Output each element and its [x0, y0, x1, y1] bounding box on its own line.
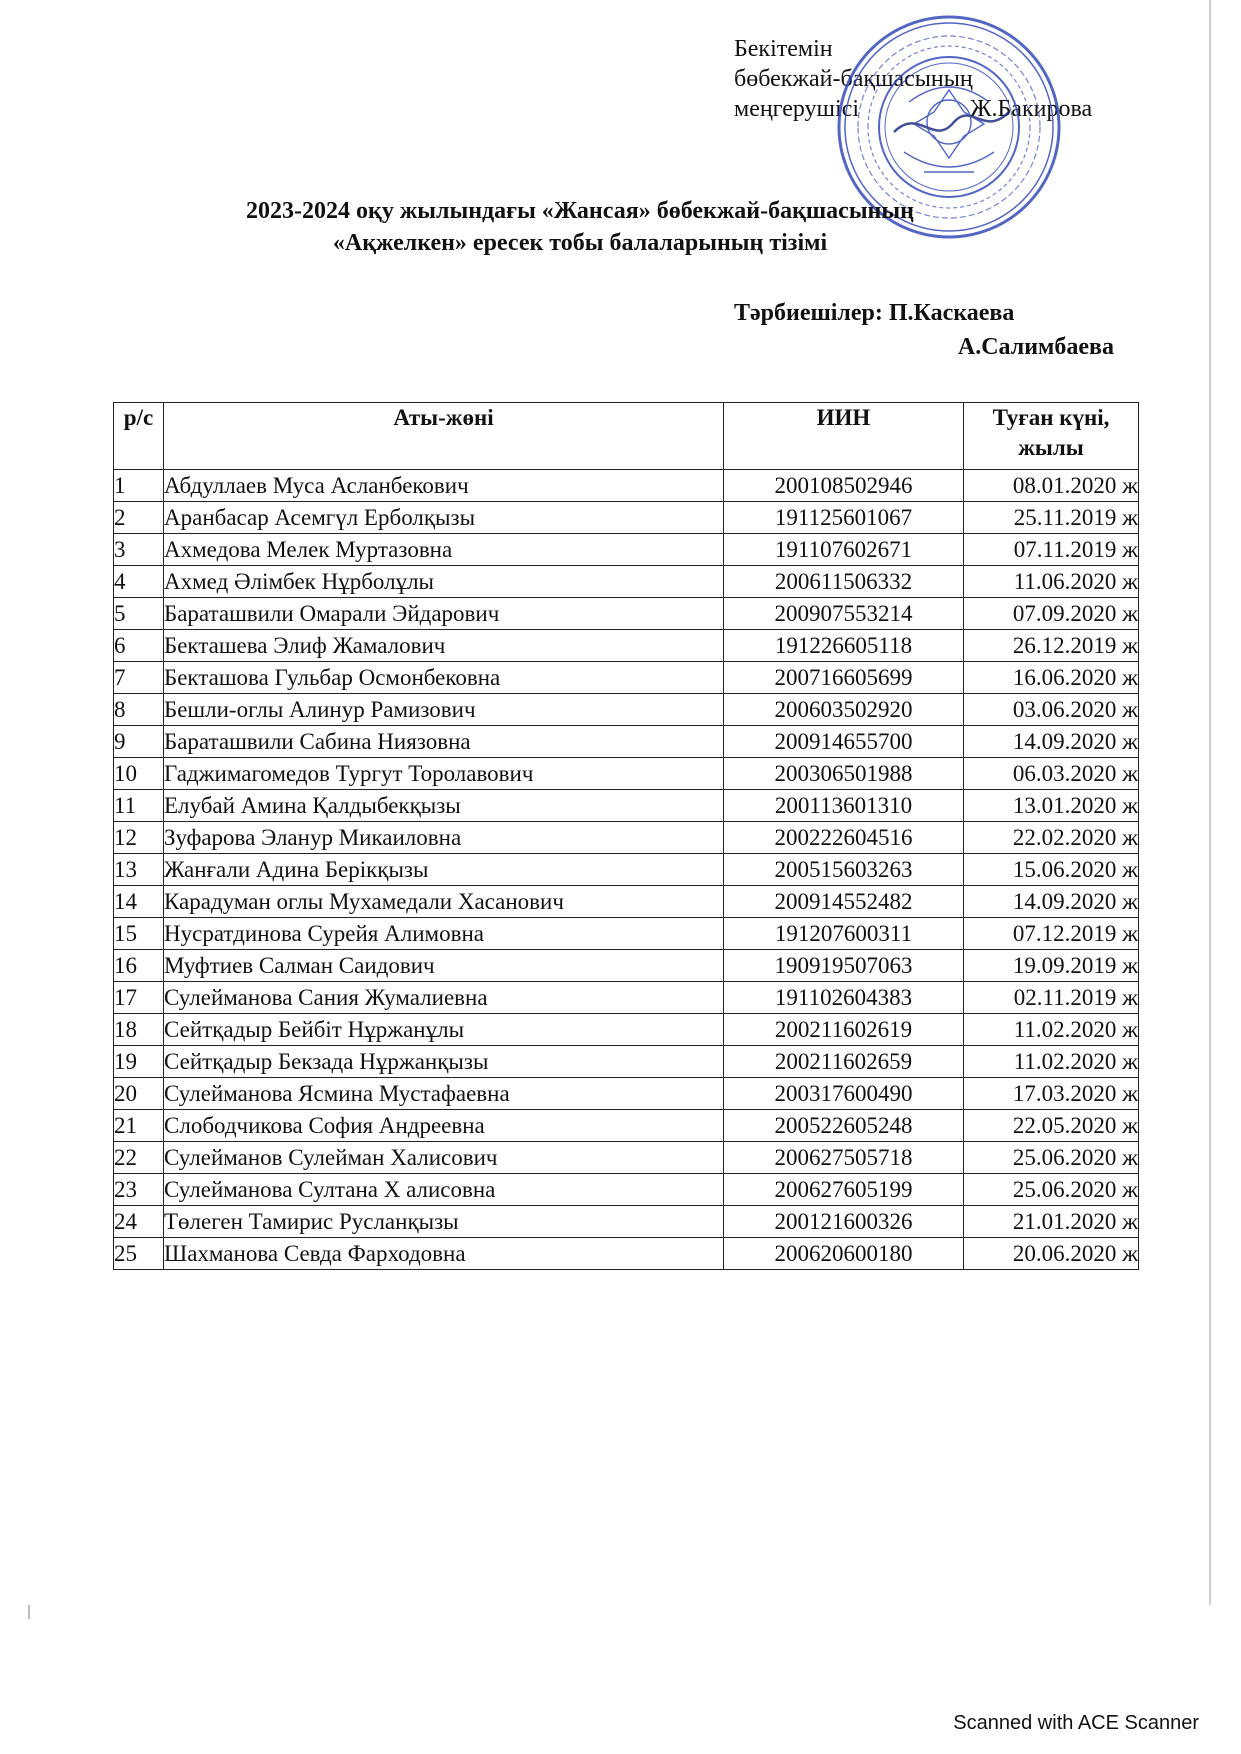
cell-name: Слободчикова София Андреевна — [164, 1110, 724, 1142]
cell-name: Бешли-оглы Алинур Рамизович — [164, 694, 724, 726]
cell-number: 25 — [114, 1238, 164, 1270]
cell-birthdate: 22.05.2020 ж — [964, 1110, 1139, 1142]
cell-iin: 200603502920 — [724, 694, 964, 726]
cell-birthdate: 15.06.2020 ж — [964, 854, 1139, 886]
cell-iin: 200113601310 — [724, 790, 964, 822]
cell-number: 23 — [114, 1174, 164, 1206]
cell-name: Бараташвили Омарали Эйдарович — [164, 598, 724, 630]
table-row — [114, 1174, 1139, 1206]
cell-birthdate: 25.11.2019 ж — [964, 502, 1139, 534]
table-row — [114, 566, 1139, 598]
cell-iin: 191102604383 — [724, 982, 964, 1014]
cell-name: Муфтиев Салман Саидович — [164, 950, 724, 982]
table-row — [114, 950, 1139, 982]
document-title-line-2: «Ақжелкен» ересек тобы балаларының тізімі — [332, 230, 828, 256]
cell-iin: 200620600180 — [724, 1238, 964, 1270]
cell-iin: 200914655700 — [724, 726, 964, 758]
cell-iin: 200914552482 — [724, 886, 964, 918]
cell-number: 19 — [114, 1046, 164, 1078]
cell-birthdate: 11.02.2020 ж — [964, 1046, 1139, 1078]
approval-line-2: бөбекжай-бақшасының — [734, 66, 973, 92]
cell-name: Сейтқадыр Бейбіт Нұржанұлы — [164, 1014, 724, 1046]
teachers-label: Тәрбиешілер: П.Каскаева — [734, 300, 1015, 326]
cell-number: 20 — [114, 1078, 164, 1110]
cell-birthdate: 25.06.2020 ж — [964, 1142, 1139, 1174]
table-row — [114, 822, 1139, 854]
cell-iin: 200716605699 — [724, 662, 964, 694]
cell-birthdate: 20.06.2020 ж — [964, 1238, 1139, 1270]
cell-iin: 200611506332 — [724, 566, 964, 598]
approval-line-1: Бекітемін — [734, 36, 833, 62]
cell-number: 21 — [114, 1110, 164, 1142]
header-iin: ИИН — [724, 403, 964, 470]
cell-number: 22 — [114, 1142, 164, 1174]
cell-iin: 200515603263 — [724, 854, 964, 886]
table-row — [114, 1142, 1139, 1174]
cell-number: 6 — [114, 630, 164, 662]
cell-birthdate: 26.12.2019 ж — [964, 630, 1139, 662]
table-row — [114, 1046, 1139, 1078]
cell-name: Нусратдинова Сурейя Алимовна — [164, 918, 724, 950]
table-row — [114, 1110, 1139, 1142]
cell-name: Гаджимагомедов Тургут Торолавович — [164, 758, 724, 790]
cell-number: 10 — [114, 758, 164, 790]
cell-birthdate: 11.06.2020 ж — [964, 566, 1139, 598]
scan-edge-bottom — [28, 1605, 30, 1619]
table-row — [114, 1206, 1139, 1238]
cell-name: Бараташвили Сабина Ниязовна — [164, 726, 724, 758]
cell-name: Ахмед Әлімбек Нұрболұлы — [164, 566, 724, 598]
document-title-line-1: 2023-2024 оқу жылындағы «Жансая» бөбекжай-бақшасының — [246, 198, 914, 224]
cell-iin: 200627605199 — [724, 1174, 964, 1206]
cell-iin: 200306501988 — [724, 758, 964, 790]
cell-name: Карадуман оглы Мухамедали Хасанович — [164, 886, 724, 918]
cell-iin: 200222604516 — [724, 822, 964, 854]
cell-birthdate: 14.09.2020 ж — [964, 886, 1139, 918]
table-row — [114, 1238, 1139, 1270]
cell-name: Жанғали Адина Берікқызы — [164, 854, 724, 886]
cell-iin: 191107602671 — [724, 534, 964, 566]
cell-birthdate: 07.12.2019 ж — [964, 918, 1139, 950]
table-row — [114, 662, 1139, 694]
cell-name: Сулейманов Сулейман Халисович — [164, 1142, 724, 1174]
cell-number: 2 — [114, 502, 164, 534]
cell-number: 12 — [114, 822, 164, 854]
table-row — [114, 854, 1139, 886]
cell-birthdate: 25.06.2020 ж — [964, 1174, 1139, 1206]
cell-iin: 191226605118 — [724, 630, 964, 662]
cell-iin: 200522605248 — [724, 1110, 964, 1142]
table-row — [114, 1014, 1139, 1046]
cell-number: 17 — [114, 982, 164, 1014]
table-row — [114, 886, 1139, 918]
cell-iin: 190919507063 — [724, 950, 964, 982]
cell-birthdate: 19.09.2019 ж — [964, 950, 1139, 982]
cell-birthdate: 03.06.2020 ж — [964, 694, 1139, 726]
cell-name: Абдуллаев Муса Асланбекович — [164, 470, 724, 502]
approval-position: меңгерушісі — [734, 96, 860, 122]
cell-number: 14 — [114, 886, 164, 918]
table-row — [114, 1078, 1139, 1110]
cell-number: 11 — [114, 790, 164, 822]
cell-iin: 200108502946 — [724, 470, 964, 502]
scanner-watermark: Scanned with ACE Scanner — [953, 1712, 1199, 1734]
cell-birthdate: 22.02.2020 ж — [964, 822, 1139, 854]
cell-name: Төлеген Тамирис Русланқызы — [164, 1206, 724, 1238]
children-table — [113, 402, 1139, 1270]
cell-birthdate: 17.03.2020 ж — [964, 1078, 1139, 1110]
cell-iin: 200121600326 — [724, 1206, 964, 1238]
table-row — [114, 918, 1139, 950]
cell-number: 3 — [114, 534, 164, 566]
table-row — [114, 726, 1139, 758]
cell-name: Сулейманова Ясмина Мустафаевна — [164, 1078, 724, 1110]
table-row — [114, 598, 1139, 630]
header-number: р/с — [114, 403, 164, 470]
cell-iin: 200907553214 — [724, 598, 964, 630]
cell-number: 4 — [114, 566, 164, 598]
table-row — [114, 790, 1139, 822]
cell-name: Ахмедова Мелек Муртазовна — [164, 534, 724, 566]
cell-number: 13 — [114, 854, 164, 886]
table-row — [114, 758, 1139, 790]
cell-number: 18 — [114, 1014, 164, 1046]
table-header-row — [114, 403, 1139, 470]
cell-birthdate: 08.01.2020 ж — [964, 470, 1139, 502]
cell-birthdate: 02.11.2019 ж — [964, 982, 1139, 1014]
table-row — [114, 694, 1139, 726]
cell-iin: 200211602619 — [724, 1014, 964, 1046]
cell-iin: 191207600311 — [724, 918, 964, 950]
cell-name: Зуфарова Эланур Микаиловна — [164, 822, 724, 854]
teachers-block — [734, 296, 1114, 364]
cell-birthdate: 16.06.2020 ж — [964, 662, 1139, 694]
cell-birthdate: 21.01.2020 ж — [964, 1206, 1139, 1238]
cell-birthdate: 07.11.2019 ж — [964, 534, 1139, 566]
cell-name: Сулейманова Султана Х алисовна — [164, 1174, 724, 1206]
table-row — [114, 630, 1139, 662]
cell-number: 15 — [114, 918, 164, 950]
cell-iin: 200211602659 — [724, 1046, 964, 1078]
teachers-second: А.Салимбаева — [957, 334, 1114, 360]
table-row — [114, 982, 1139, 1014]
cell-iin: 200317600490 — [724, 1078, 964, 1110]
cell-number: 8 — [114, 694, 164, 726]
cell-name: Шахманова Севда Фарходовна — [164, 1238, 724, 1270]
cell-name: Аранбасар Асемгүл Ерболқызы — [164, 502, 724, 534]
cell-number: 1 — [114, 470, 164, 502]
cell-name: Елубай Амина Қалдыбекқызы — [164, 790, 724, 822]
cell-name: Сулейманова Сания Жумалиевна — [164, 982, 724, 1014]
cell-iin: 191125601067 — [724, 502, 964, 534]
cell-number: 16 — [114, 950, 164, 982]
cell-number: 24 — [114, 1206, 164, 1238]
header-name: Аты-жөні — [164, 403, 724, 470]
table-row — [114, 470, 1139, 502]
cell-birthdate: 07.09.2020 ж — [964, 598, 1139, 630]
cell-name: Бекташова Гульбар Осмонбековна — [164, 662, 724, 694]
scan-edge-right — [1209, 0, 1211, 1605]
cell-name: Сейтқадыр Бекзада Нұржанқызы — [164, 1046, 724, 1078]
header-birthdate: Туған күні, жылы — [964, 403, 1139, 470]
cell-number: 9 — [114, 726, 164, 758]
cell-birthdate: 13.01.2020 ж — [964, 790, 1139, 822]
table-row — [114, 502, 1139, 534]
cell-number: 5 — [114, 598, 164, 630]
cell-number: 7 — [114, 662, 164, 694]
cell-name: Бекташева Элиф Жамалович — [164, 630, 724, 662]
cell-birthdate: 14.09.2020 ж — [964, 726, 1139, 758]
cell-iin: 200627505718 — [724, 1142, 964, 1174]
cell-birthdate: 06.03.2020 ж — [964, 758, 1139, 790]
signatory-name: Ж.Бакирова — [970, 96, 1093, 122]
cell-birthdate: 11.02.2020 ж — [964, 1014, 1139, 1046]
table-row — [114, 534, 1139, 566]
